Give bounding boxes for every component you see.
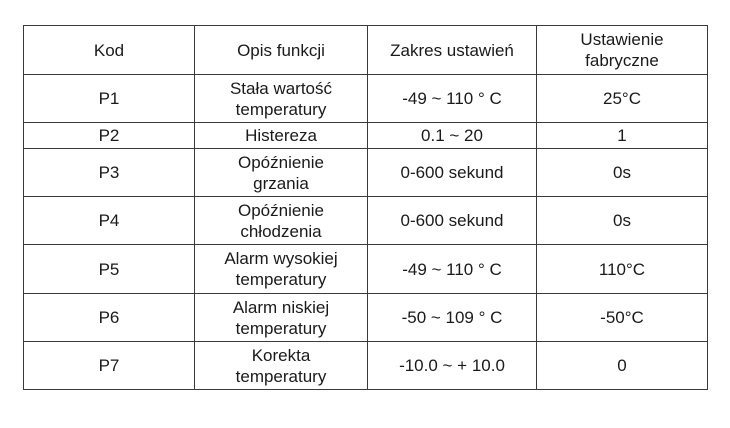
cell-range: 0.1 ~ 20	[368, 123, 537, 149]
cell-code: P3	[24, 149, 195, 197]
table-row	[24, 197, 708, 245]
table-row	[24, 75, 708, 123]
cell-default: 0s	[537, 197, 708, 245]
table-header-row	[24, 26, 708, 75]
parameters-table	[23, 25, 708, 390]
cell-default: 110°C	[537, 245, 708, 294]
cell-description: Opóźnienie grzania	[195, 149, 368, 197]
cell-default: -50°C	[537, 294, 708, 342]
cell-code: P1	[24, 75, 195, 123]
cell-code: P5	[24, 245, 195, 294]
cell-description: Alarm wysokiej temperatury	[195, 245, 368, 294]
cell-description: Alarm niskiej temperatury	[195, 294, 368, 342]
header-opis-funkcji: Opis funkcji	[195, 26, 368, 75]
table-row	[24, 245, 708, 294]
cell-code: P4	[24, 197, 195, 245]
cell-code: P2	[24, 123, 195, 149]
cell-range: -50 ~ 109 ° C	[368, 294, 537, 342]
cell-code: P7	[24, 342, 195, 390]
cell-range: -49 ~ 110 ° C	[368, 75, 537, 123]
cell-description: Korekta temperatury	[195, 342, 368, 390]
table-row	[24, 294, 708, 342]
cell-default: 0	[537, 342, 708, 390]
cell-description: Stała wartość temperatury	[195, 75, 368, 123]
cell-default: 0s	[537, 149, 708, 197]
cell-default: 25°C	[537, 75, 708, 123]
table-row	[24, 149, 708, 197]
header-ustawienie-fabryczne: Ustawienie fabryczne	[537, 26, 708, 75]
cell-description: Histereza	[195, 123, 368, 149]
cell-description: Opóźnienie chłodzenia	[195, 197, 368, 245]
header-kod: Kod	[24, 26, 195, 75]
table-row	[24, 342, 708, 390]
header-zakres-ustawien: Zakres ustawień	[368, 26, 537, 75]
cell-range: -49 ~ 110 ° C	[368, 245, 537, 294]
cell-range: 0-600 sekund	[368, 197, 537, 245]
cell-code: P6	[24, 294, 195, 342]
cell-range: -10.0 ~ + 10.0	[368, 342, 537, 390]
table-row	[24, 123, 708, 149]
cell-range: 0-600 sekund	[368, 149, 537, 197]
cell-default: 1	[537, 123, 708, 149]
